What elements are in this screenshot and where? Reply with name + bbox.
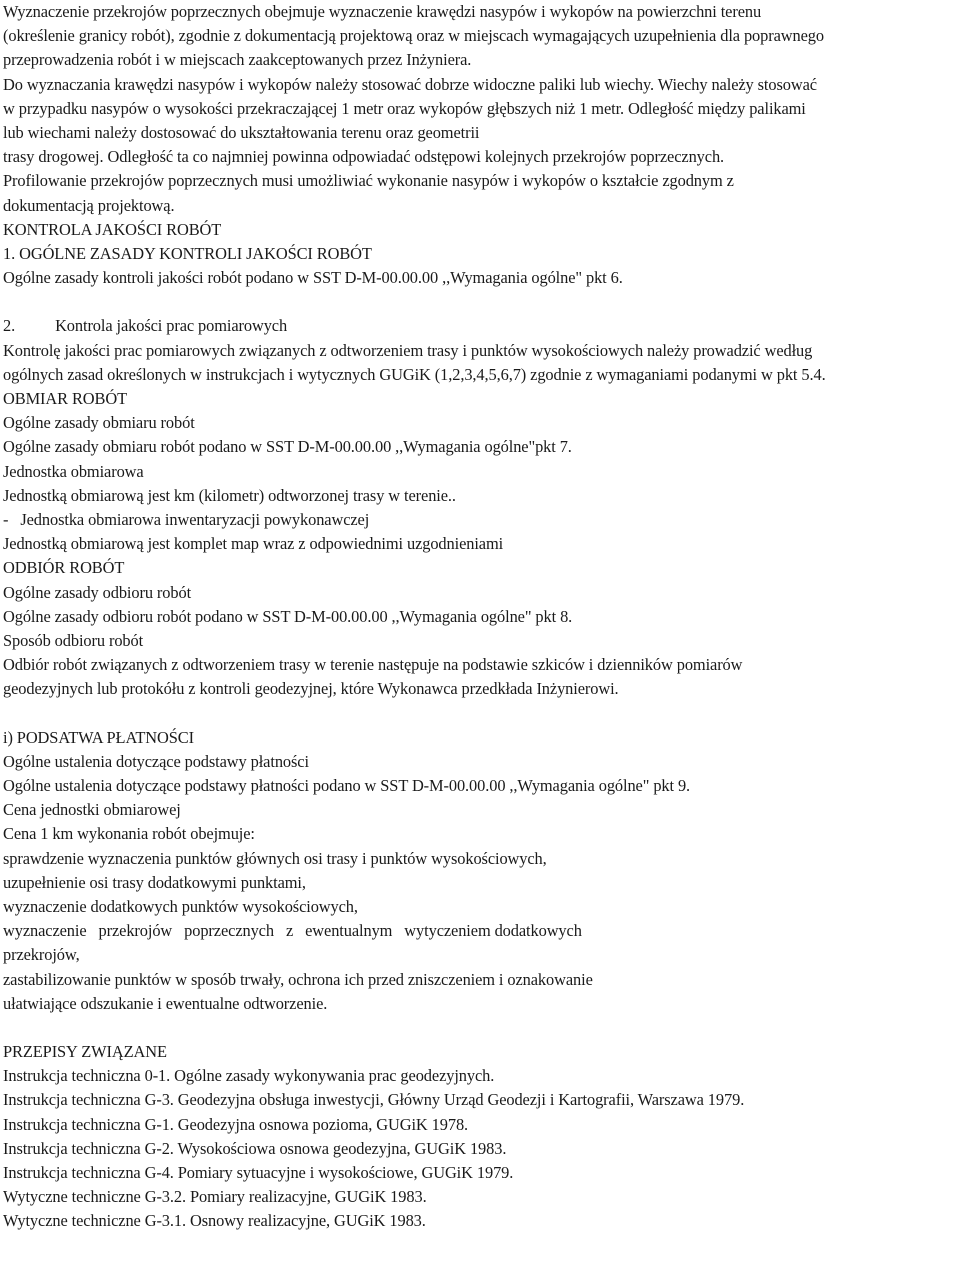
text-line: Instrukcja techniczna G-3. Geodezyjna obsługa inwestycji, Główny Urząd Geodezji i Kartografii, Warszawa 1979.	[3, 1090, 745, 1110]
text-line: Jednostką obmiarową jest komplet map wraz z odpowiednimi uzgodnieniami	[3, 534, 504, 554]
text-line: (określenie granicy robót), zgodnie z dokumentacją projektową oraz w miejscach wymagających uzupełnienia dla poprawnego	[3, 26, 824, 46]
text-line: sprawdzenie wyznaczenia punktów głównych osi trasy i punktów wysokościowych,	[3, 848, 547, 868]
text-line: Profilowanie przekrojów poprzecznych musi umożliwiać wykonanie nasypów i wykopów o kształcie zgodnym z	[3, 171, 734, 191]
text-line: trasy drogowej. Odległość ta co najmniej powinna odpowiadać odstępowi kolejnych przekrojów poprzecznych.	[3, 147, 725, 167]
text-line: KONTROLA JAKOŚCI ROBÓT	[3, 219, 222, 239]
text-line: geodezyjnych lub protokółu z kontroli geodezyjnej, które Wykonawca przedkłada Inżynierowi.	[3, 679, 619, 699]
blank-line	[3, 290, 957, 314]
text-line: 1. OGÓLNE ZASADY KONTROLI JAKOŚCI ROBÓT	[3, 243, 372, 263]
text-line: przekrojów,	[3, 945, 80, 965]
text-line: Sposób odbioru robót	[3, 630, 144, 650]
document-page	[3, 0, 957, 1234]
text-line: Cena 1 km wykonania robót obejmuje:	[3, 824, 255, 844]
text-line: lub wiechami należy dostosować do ukształtowania terenu oraz geometrii	[3, 122, 480, 142]
text-line: Jednostką obmiarową jest km (kilometr) odtworzonej trasy w terenie..	[3, 485, 456, 505]
text-line: Jednostka obmiarowa	[3, 461, 144, 481]
blank-line	[3, 1016, 957, 1040]
text-line: - Jednostka obmiarowa inwentaryzacji powykonawczej	[3, 509, 370, 529]
text-line: Wyznaczenie przekrojów poprzecznych obejmuje wyznaczenie krawędzi nasypów i wykopów na powierzchni terenu	[3, 2, 762, 21]
text-line: Wytyczne techniczne G-3.1. Osnowy realizacyjne, GUGiK 1983.	[3, 1211, 426, 1231]
text-line: Ogólne zasady kontroli jakości robót podano w SST D-M-00.00.00 ,,Wymagania ogólne" pkt 6.	[3, 268, 623, 288]
text-line: ODBIÓR ROBÓT	[3, 558, 125, 578]
text-line: Ogólne zasady obmiaru robót podano w SST D-M-00.00.00 ,,Wymagania ogólne"pkt 7.	[3, 437, 572, 457]
text-line: Ogólne ustalenia dotyczące podstawy płatności	[3, 751, 309, 771]
text-line: Odbiór robót związanych z odtworzeniem trasy w terenie następuje na podstawie szkiców i dzienników pomiarów	[3, 655, 743, 675]
text-line: ogólnych zasad określonych w instrukcjach i wytycznych GUGiK (1,2,3,4,5,6,7) zgodnie z wymaganiami podanymi w pkt 5.4.	[3, 364, 826, 384]
text-line: przeprowadzenia robót i w miejscach zaakceptowanych przez Inżyniera.	[3, 50, 472, 70]
text-line: Cena jednostki obmiarowej	[3, 800, 181, 820]
text-line: i) PODSATWA PŁATNOŚCI	[3, 727, 194, 747]
text-line: Kontrolę jakości prac pomiarowych związanych z odtworzeniem trasy i punktów wysokościowych należy prowadzić według	[3, 340, 813, 360]
text-line: PRZEPISY ZWIĄZANE	[3, 1042, 167, 1062]
text-line: Instrukcja techniczna G-1. Geodezyjna osnowa pozioma, GUGiK 1978.	[3, 1114, 469, 1134]
text-line: dokumentacją projektową.	[3, 195, 175, 215]
text-line: Wytyczne techniczne G-3.2. Pomiary realizacyjne, GUGiK 1983.	[3, 1187, 427, 1207]
text-line: ułatwiające odszukanie i ewentualne odtworzenie.	[3, 993, 328, 1013]
text-line: Ogólne zasady odbioru robót	[3, 582, 192, 602]
text-line: Do wyznaczania krawędzi nasypów i wykopów należy stosować dobrze widoczne paliki lub wiechy. Wiechy należy stosować	[3, 74, 817, 94]
text-line: Ogólne zasady odbioru robót podano w SST D-M-00.00.00 ,,Wymagania ogólne" pkt 8.	[3, 606, 573, 626]
text-line: w przypadku nasypów o wysokości przekraczającej 1 metr oraz wykopów głębszych niż 1 metr. Odległość między palikami	[3, 98, 806, 118]
text-line: Ogólne zasady obmiaru robót	[3, 413, 195, 433]
text-line: OBMIAR ROBÓT	[3, 389, 128, 408]
text-line: wyznaczenie przekrojów poprzecznych z ewentualnym wytyczeniem dodatkowych	[3, 921, 582, 941]
text-line: 2. Kontrola jakości prac pomiarowych	[3, 316, 288, 336]
blank-line	[3, 701, 957, 725]
text-line: Instrukcja techniczna 0-1. Ogólne zasady wykonywania prac geodezyjnych.	[3, 1066, 495, 1086]
text-line: Instrukcja techniczna G-2. Wysokościowa osnowa geodezyjna, GUGiK 1983.	[3, 1138, 507, 1158]
text-line: Ogólne ustalenia dotyczące podstawy płatności podano w SST D-M-00.00.00 ,,Wymagania ogólne" pkt 9.	[3, 776, 691, 795]
text-line: uzupełnienie osi trasy dodatkowymi punktami,	[3, 872, 306, 892]
text-line: Instrukcja techniczna G-4. Pomiary sytuacyjne i wysokościowe, GUGiK 1979.	[3, 1163, 514, 1182]
text-line: zastabilizowanie punktów w sposób trwały, ochrona ich przed zniszczeniem i oznakowanie	[3, 969, 593, 989]
text-line: wyznaczenie dodatkowych punktów wysokościowych,	[3, 896, 358, 916]
